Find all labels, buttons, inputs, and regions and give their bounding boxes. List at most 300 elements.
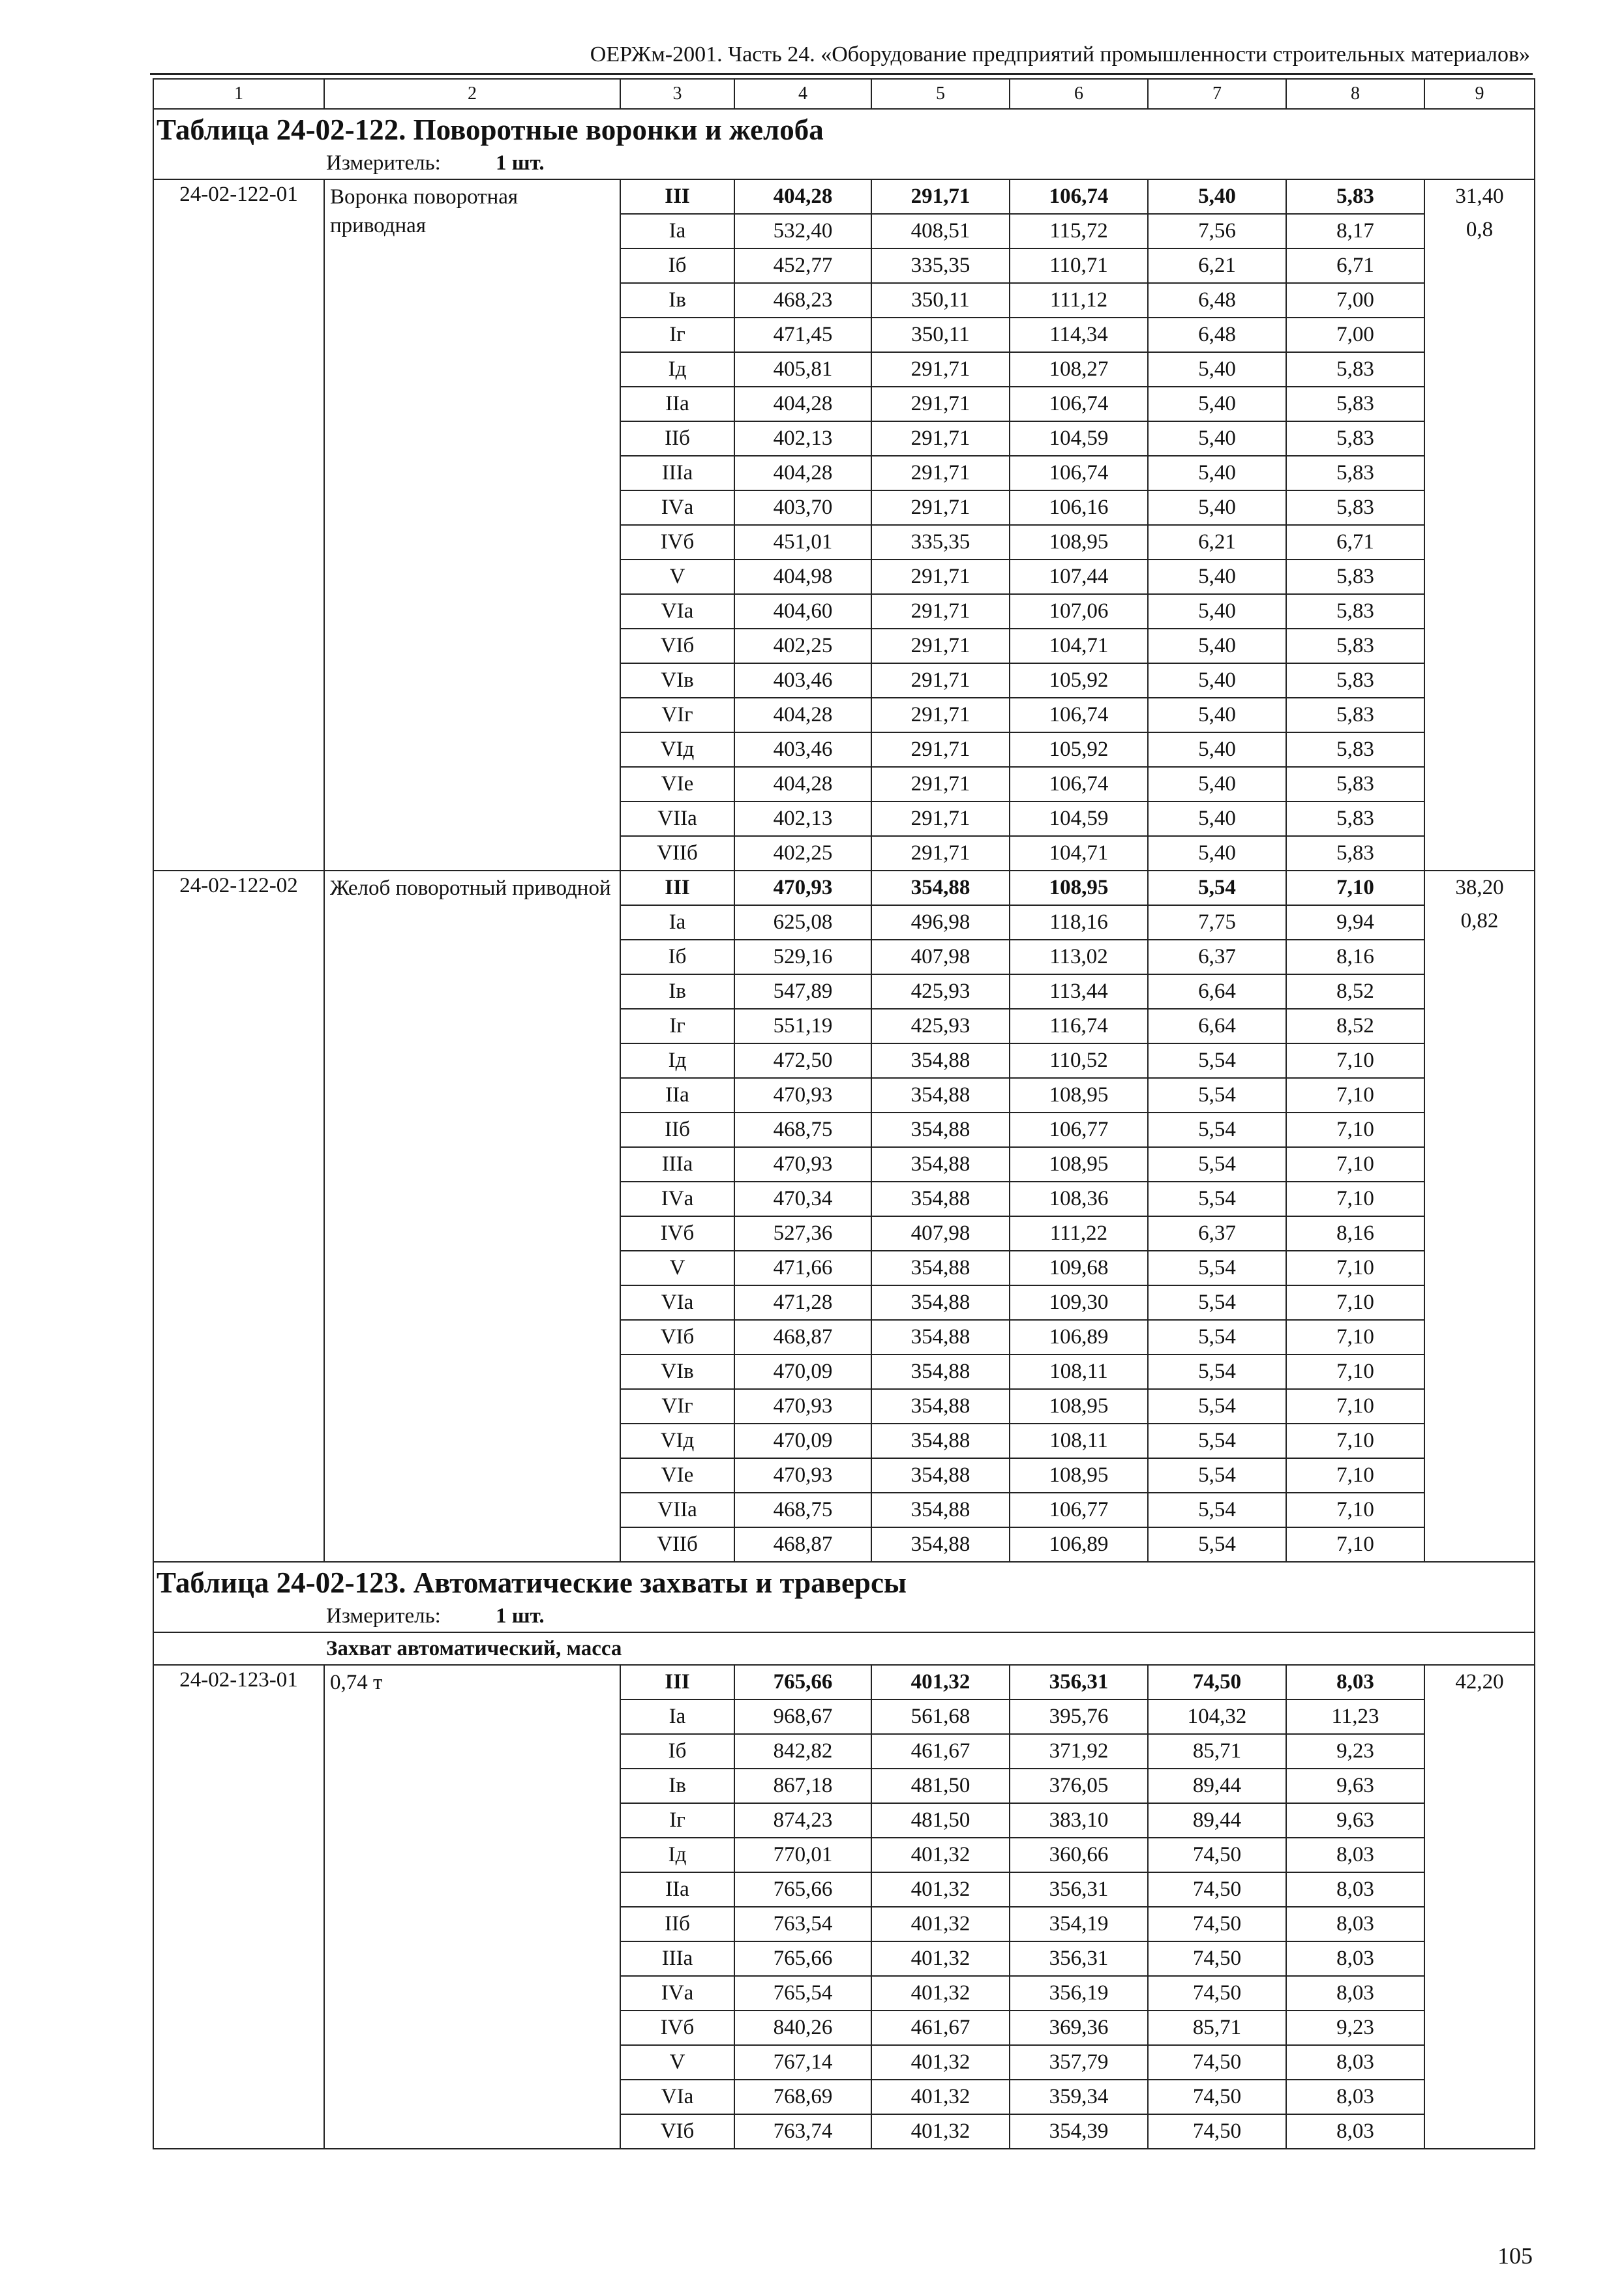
value-cell: 5,83	[1286, 594, 1424, 629]
value-cell: 7,10	[1286, 1527, 1424, 1562]
column-number: 6	[1010, 79, 1148, 109]
region-code: Iб	[620, 940, 734, 974]
value-cell: 5,83	[1286, 179, 1424, 214]
value-cell: 291,71	[871, 698, 1010, 732]
value-cell: 402,13	[734, 421, 871, 456]
column-9-value: 0,8	[1466, 218, 1494, 241]
value-cell: 74,50	[1148, 2045, 1286, 2080]
value-cell: 470,93	[734, 1389, 871, 1424]
region-code: Iв	[620, 974, 734, 1009]
value-cell: 451,01	[734, 525, 871, 560]
value-cell: 291,71	[871, 387, 1010, 421]
column-9-value: 38,20	[1455, 876, 1504, 899]
value-cell: 8,17	[1286, 214, 1424, 248]
value-cell: 7,10	[1286, 1320, 1424, 1354]
value-cell: 108,95	[1010, 871, 1148, 905]
value-cell: 5,83	[1286, 663, 1424, 698]
value-cell: 356,31	[1010, 1665, 1148, 1699]
value-cell: 470,93	[734, 1078, 871, 1113]
value-cell: 354,88	[871, 1182, 1010, 1216]
value-cell: 111,12	[1010, 283, 1148, 318]
region-code: III	[620, 179, 734, 214]
value-cell: 561,68	[871, 1699, 1010, 1734]
value-cell: 401,32	[871, 1665, 1010, 1699]
value-cell: 74,50	[1148, 1665, 1286, 1699]
value-cell: 115,72	[1010, 214, 1148, 248]
running-header: ОЕРЖм-2001. Часть 24. «Оборудование предприятий промышленности строительных материалов»	[590, 42, 1530, 67]
value-cell: 354,88	[871, 1527, 1010, 1562]
value-cell: 5,83	[1286, 490, 1424, 525]
table-body	[153, 79, 1535, 2149]
value-cell: 105,92	[1010, 732, 1148, 767]
value-cell: 7,10	[1286, 1458, 1424, 1493]
value-cell: 404,28	[734, 456, 871, 490]
value-cell: 104,59	[1010, 421, 1148, 456]
value-cell: 470,93	[734, 1147, 871, 1182]
value-cell: 85,71	[1148, 2011, 1286, 2045]
value-cell: 354,88	[871, 871, 1010, 905]
value-cell: 765,54	[734, 1976, 871, 2011]
value-cell: 763,74	[734, 2114, 871, 2149]
value-cell: 461,67	[871, 2011, 1010, 2045]
value-cell: 5,54	[1148, 1251, 1286, 1285]
region-code: IVа	[620, 1182, 734, 1216]
region-code: VIе	[620, 1458, 734, 1493]
value-cell: 7,10	[1286, 1078, 1424, 1113]
value-cell: 9,23	[1286, 2011, 1424, 2045]
value-cell: 107,44	[1010, 560, 1148, 594]
region-code: Iв	[620, 1769, 734, 1803]
value-cell: 354,88	[871, 1078, 1010, 1113]
value-cell: 74,50	[1148, 1838, 1286, 1872]
value-cell: 106,74	[1010, 179, 1148, 214]
value-cell: 108,95	[1010, 1147, 1148, 1182]
column-9-values	[1424, 179, 1535, 871]
value-cell: 5,54	[1148, 1458, 1286, 1493]
value-cell: 404,28	[734, 387, 871, 421]
region-code: Iг	[620, 1803, 734, 1838]
value-cell: 107,06	[1010, 594, 1148, 629]
region-code: IVб	[620, 525, 734, 560]
value-cell: 357,79	[1010, 2045, 1148, 2080]
region-code: IIIа	[620, 1147, 734, 1182]
value-cell: 7,10	[1286, 1113, 1424, 1147]
value-cell: 376,05	[1010, 1769, 1148, 1803]
value-cell: 5,54	[1148, 1182, 1286, 1216]
column-number: 7	[1148, 79, 1286, 109]
column-number-row	[153, 79, 1535, 109]
value-cell: 5,54	[1148, 1320, 1286, 1354]
value-cell: 291,71	[871, 421, 1010, 456]
value-cell: 7,75	[1148, 905, 1286, 940]
value-cell: 354,88	[871, 1389, 1010, 1424]
value-cell: 104,59	[1010, 801, 1148, 836]
measure-line	[157, 1603, 1531, 1632]
value-cell: 291,71	[871, 456, 1010, 490]
value-cell: 356,31	[1010, 1941, 1148, 1976]
region-code: VIд	[620, 1424, 734, 1458]
value-cell: 354,88	[871, 1113, 1010, 1147]
header-rule	[150, 73, 1533, 75]
value-cell: 551,19	[734, 1009, 871, 1043]
value-cell: 356,31	[1010, 1872, 1148, 1907]
region-code: IIIа	[620, 1941, 734, 1976]
section-subtitle: Захват автоматический, масса	[153, 1632, 1535, 1665]
value-cell: 471,66	[734, 1251, 871, 1285]
value-cell: 8,03	[1286, 1838, 1424, 1872]
value-cell: 5,40	[1148, 767, 1286, 801]
region-code: VIб	[620, 629, 734, 663]
value-cell: 108,95	[1010, 1078, 1148, 1113]
value-cell: 291,71	[871, 663, 1010, 698]
value-cell: 470,93	[734, 871, 871, 905]
value-cell: 291,71	[871, 629, 1010, 663]
value-cell: 360,66	[1010, 1838, 1148, 1872]
value-cell: 354,88	[871, 1493, 1010, 1527]
region-code: VIб	[620, 2114, 734, 2149]
table-row	[153, 871, 1535, 905]
value-cell: 291,71	[871, 560, 1010, 594]
value-cell: 468,75	[734, 1113, 871, 1147]
rate-code: 24-02-122-01	[153, 179, 324, 871]
value-cell: 5,83	[1286, 560, 1424, 594]
value-cell: 9,23	[1286, 1734, 1424, 1769]
value-cell: 6,71	[1286, 525, 1424, 560]
value-cell: 109,30	[1010, 1285, 1148, 1320]
region-code: IIб	[620, 1113, 734, 1147]
value-cell: 532,40	[734, 214, 871, 248]
section-heading-row	[153, 109, 1535, 179]
value-cell: 5,54	[1148, 871, 1286, 905]
rate-name: Воронка поворотная приводная	[324, 179, 620, 871]
value-cell: 461,67	[871, 1734, 1010, 1769]
region-code: Iб	[620, 1734, 734, 1769]
region-code: VIг	[620, 698, 734, 732]
region-code: IIб	[620, 421, 734, 456]
value-cell: 291,71	[871, 490, 1010, 525]
value-cell: 6,48	[1148, 318, 1286, 352]
value-cell: 5,40	[1148, 698, 1286, 732]
value-cell: 5,83	[1286, 456, 1424, 490]
value-cell: 291,71	[871, 732, 1010, 767]
value-cell: 770,01	[734, 1838, 871, 1872]
value-cell: 5,54	[1148, 1043, 1286, 1078]
value-cell: 6,71	[1286, 248, 1424, 283]
value-cell: 106,77	[1010, 1493, 1148, 1527]
value-cell: 354,88	[871, 1458, 1010, 1493]
value-cell: 401,32	[871, 1838, 1010, 1872]
value-cell: 407,98	[871, 940, 1010, 974]
value-cell: 7,10	[1286, 1147, 1424, 1182]
value-cell: 5,40	[1148, 352, 1286, 387]
value-cell: 402,13	[734, 801, 871, 836]
section-title: Таблица 24-02-123. Автоматические захваты и траверсы	[157, 1566, 907, 1599]
column-number: 2	[324, 79, 620, 109]
region-code: Iа	[620, 1699, 734, 1734]
region-code: VIIа	[620, 801, 734, 836]
value-cell: 5,83	[1286, 767, 1424, 801]
value-cell: 7,10	[1286, 1251, 1424, 1285]
column-9-values	[1424, 1665, 1535, 2149]
value-cell: 106,74	[1010, 698, 1148, 732]
value-cell: 5,54	[1148, 1389, 1286, 1424]
value-cell: 403,46	[734, 732, 871, 767]
section-title: Таблица 24-02-122. Поворотные воронки и желоба	[157, 113, 824, 146]
value-cell: 401,32	[871, 2114, 1010, 2149]
value-cell: 401,32	[871, 1872, 1010, 1907]
value-cell: 8,03	[1286, 1907, 1424, 1941]
value-cell: 9,63	[1286, 1803, 1424, 1838]
value-cell: 765,66	[734, 1941, 871, 1976]
value-cell: 108,95	[1010, 1458, 1148, 1493]
value-cell: 470,34	[734, 1182, 871, 1216]
value-cell: 74,50	[1148, 2080, 1286, 2114]
value-cell: 402,25	[734, 836, 871, 871]
value-cell: 5,54	[1148, 1493, 1286, 1527]
value-cell: 291,71	[871, 801, 1010, 836]
value-cell: 9,63	[1286, 1769, 1424, 1803]
value-cell: 8,03	[1286, 2114, 1424, 2149]
region-code: V	[620, 2045, 734, 2080]
value-cell: 7,10	[1286, 1182, 1424, 1216]
value-cell: 354,88	[871, 1147, 1010, 1182]
region-code: VIа	[620, 2080, 734, 2114]
value-cell: 291,71	[871, 179, 1010, 214]
value-cell: 472,50	[734, 1043, 871, 1078]
value-cell: 529,16	[734, 940, 871, 974]
value-cell: 110,52	[1010, 1043, 1148, 1078]
value-cell: 108,11	[1010, 1354, 1148, 1389]
value-cell: 335,35	[871, 248, 1010, 283]
value-cell: 404,28	[734, 698, 871, 732]
region-code: V	[620, 560, 734, 594]
value-cell: 106,74	[1010, 767, 1148, 801]
value-cell: 354,88	[871, 1424, 1010, 1458]
value-cell: 401,32	[871, 1907, 1010, 1941]
value-cell: 405,81	[734, 352, 871, 387]
value-cell: 11,23	[1286, 1699, 1424, 1734]
value-cell: 110,71	[1010, 248, 1148, 283]
value-cell: 106,74	[1010, 387, 1148, 421]
value-cell: 401,32	[871, 1941, 1010, 1976]
value-cell: 763,54	[734, 1907, 871, 1941]
value-cell: 401,32	[871, 2080, 1010, 2114]
value-cell: 404,98	[734, 560, 871, 594]
value-cell: 5,40	[1148, 490, 1286, 525]
value-cell: 8,03	[1286, 1665, 1424, 1699]
value-cell: 547,89	[734, 974, 871, 1009]
value-cell: 5,40	[1148, 560, 1286, 594]
value-cell: 7,00	[1286, 283, 1424, 318]
value-cell: 74,50	[1148, 1941, 1286, 1976]
value-cell: 335,35	[871, 525, 1010, 560]
value-cell: 403,70	[734, 490, 871, 525]
value-cell: 452,77	[734, 248, 871, 283]
region-code: Iг	[620, 1009, 734, 1043]
value-cell: 5,83	[1286, 629, 1424, 663]
value-cell: 5,83	[1286, 698, 1424, 732]
value-cell: 354,88	[871, 1285, 1010, 1320]
value-cell: 527,36	[734, 1216, 871, 1251]
value-cell: 104,71	[1010, 629, 1148, 663]
value-cell: 8,03	[1286, 1976, 1424, 2011]
region-code: VIа	[620, 594, 734, 629]
value-cell: 108,27	[1010, 352, 1148, 387]
region-code: Iг	[620, 318, 734, 352]
value-cell: 395,76	[1010, 1699, 1148, 1734]
value-cell: 89,44	[1148, 1803, 1286, 1838]
region-code: IVа	[620, 490, 734, 525]
value-cell: 8,03	[1286, 1872, 1424, 1907]
value-cell: 7,10	[1286, 1493, 1424, 1527]
value-cell: 468,87	[734, 1320, 871, 1354]
region-code: III	[620, 871, 734, 905]
region-code: Iд	[620, 1043, 734, 1078]
value-cell: 5,40	[1148, 456, 1286, 490]
value-cell: 425,93	[871, 1009, 1010, 1043]
value-cell: 354,88	[871, 1043, 1010, 1078]
value-cell: 874,23	[734, 1803, 871, 1838]
region-code: IIа	[620, 1872, 734, 1907]
value-cell: 6,48	[1148, 283, 1286, 318]
region-code: III	[620, 1665, 734, 1699]
value-cell: 354,19	[1010, 1907, 1148, 1941]
value-cell: 350,11	[871, 283, 1010, 318]
subtitle-row	[153, 1632, 1535, 1665]
value-cell: 74,50	[1148, 1907, 1286, 1941]
value-cell: 7,10	[1286, 1285, 1424, 1320]
value-cell: 425,93	[871, 974, 1010, 1009]
column-9-value: 42,20	[1455, 1670, 1504, 1694]
column-number: 9	[1424, 79, 1535, 109]
section-heading	[153, 109, 1535, 179]
value-cell: 5,40	[1148, 663, 1286, 698]
page-number: 105	[1497, 2243, 1533, 2269]
value-cell: 481,50	[871, 1769, 1010, 1803]
value-cell: 9,94	[1286, 905, 1424, 940]
value-cell: 5,83	[1286, 801, 1424, 836]
column-number: 4	[734, 79, 871, 109]
section-heading-row	[153, 1562, 1535, 1632]
value-cell: 106,89	[1010, 1320, 1148, 1354]
rate-code: 24-02-122-02	[153, 871, 324, 1562]
measure-value: 1 шт.	[496, 1604, 545, 1628]
value-cell: 106,16	[1010, 490, 1148, 525]
value-cell: 111,22	[1010, 1216, 1148, 1251]
region-code: IIIа	[620, 456, 734, 490]
value-cell: 106,89	[1010, 1527, 1148, 1562]
value-cell: 104,71	[1010, 836, 1148, 871]
region-code: VIIб	[620, 1527, 734, 1562]
value-cell: 842,82	[734, 1734, 871, 1769]
region-code: IIб	[620, 1907, 734, 1941]
region-code: Iд	[620, 352, 734, 387]
rate-code: 24-02-123-01	[153, 1665, 324, 2149]
value-cell: 354,88	[871, 1251, 1010, 1285]
value-cell: 369,36	[1010, 2011, 1148, 2045]
value-cell: 6,21	[1148, 248, 1286, 283]
value-cell: 105,92	[1010, 663, 1148, 698]
value-cell: 291,71	[871, 594, 1010, 629]
section-heading	[153, 1562, 1535, 1632]
value-cell: 8,03	[1286, 2045, 1424, 2080]
value-cell: 8,52	[1286, 1009, 1424, 1043]
value-cell: 8,03	[1286, 1941, 1424, 1976]
value-cell: 5,40	[1148, 801, 1286, 836]
value-cell: 401,32	[871, 1976, 1010, 2011]
region-code: Iб	[620, 248, 734, 283]
region-code: IIа	[620, 1078, 734, 1113]
column-number: 8	[1286, 79, 1424, 109]
value-cell: 7,00	[1286, 318, 1424, 352]
value-cell: 5,40	[1148, 629, 1286, 663]
value-cell: 5,54	[1148, 1354, 1286, 1389]
value-cell: 8,52	[1286, 974, 1424, 1009]
value-cell: 6,37	[1148, 1216, 1286, 1251]
region-code: IVа	[620, 1976, 734, 2011]
value-cell: 74,50	[1148, 1872, 1286, 1907]
value-cell: 7,56	[1148, 214, 1286, 248]
region-code: V	[620, 1251, 734, 1285]
value-cell: 6,37	[1148, 940, 1286, 974]
column-9-values	[1424, 871, 1535, 1562]
value-cell: 291,71	[871, 352, 1010, 387]
region-code: IIа	[620, 387, 734, 421]
value-cell: 116,74	[1010, 1009, 1148, 1043]
value-cell: 470,09	[734, 1354, 871, 1389]
value-cell: 867,18	[734, 1769, 871, 1803]
value-cell: 5,54	[1148, 1527, 1286, 1562]
value-cell: 402,25	[734, 629, 871, 663]
value-cell: 5,54	[1148, 1078, 1286, 1113]
value-cell: 840,26	[734, 2011, 871, 2045]
region-code: VIе	[620, 767, 734, 801]
value-cell: 468,87	[734, 1527, 871, 1562]
value-cell: 113,44	[1010, 974, 1148, 1009]
column-number: 3	[620, 79, 734, 109]
region-code: VIв	[620, 1354, 734, 1389]
value-cell: 109,68	[1010, 1251, 1148, 1285]
value-cell: 481,50	[871, 1803, 1010, 1838]
value-cell: 470,93	[734, 1458, 871, 1493]
region-code: VIд	[620, 732, 734, 767]
value-cell: 768,69	[734, 2080, 871, 2114]
value-cell: 5,54	[1148, 1147, 1286, 1182]
value-cell: 5,40	[1148, 836, 1286, 871]
value-cell: 5,40	[1148, 387, 1286, 421]
value-cell: 89,44	[1148, 1769, 1286, 1803]
measure-line	[157, 150, 1531, 179]
value-cell: 5,83	[1286, 352, 1424, 387]
value-cell: 5,40	[1148, 179, 1286, 214]
value-cell: 5,54	[1148, 1424, 1286, 1458]
region-code: IVб	[620, 1216, 734, 1251]
value-cell: 471,45	[734, 318, 871, 352]
value-cell: 5,83	[1286, 732, 1424, 767]
column-9-value: 31,40	[1455, 185, 1504, 208]
value-cell: 85,71	[1148, 1734, 1286, 1769]
value-cell: 108,36	[1010, 1182, 1148, 1216]
value-cell: 114,34	[1010, 318, 1148, 352]
region-code: VIб	[620, 1320, 734, 1354]
value-cell: 8,03	[1286, 2080, 1424, 2114]
value-cell: 765,66	[734, 1665, 871, 1699]
value-cell: 108,95	[1010, 525, 1148, 560]
value-cell: 7,10	[1286, 1424, 1424, 1458]
value-cell: 5,40	[1148, 732, 1286, 767]
value-cell: 5,40	[1148, 594, 1286, 629]
region-code: VIг	[620, 1389, 734, 1424]
